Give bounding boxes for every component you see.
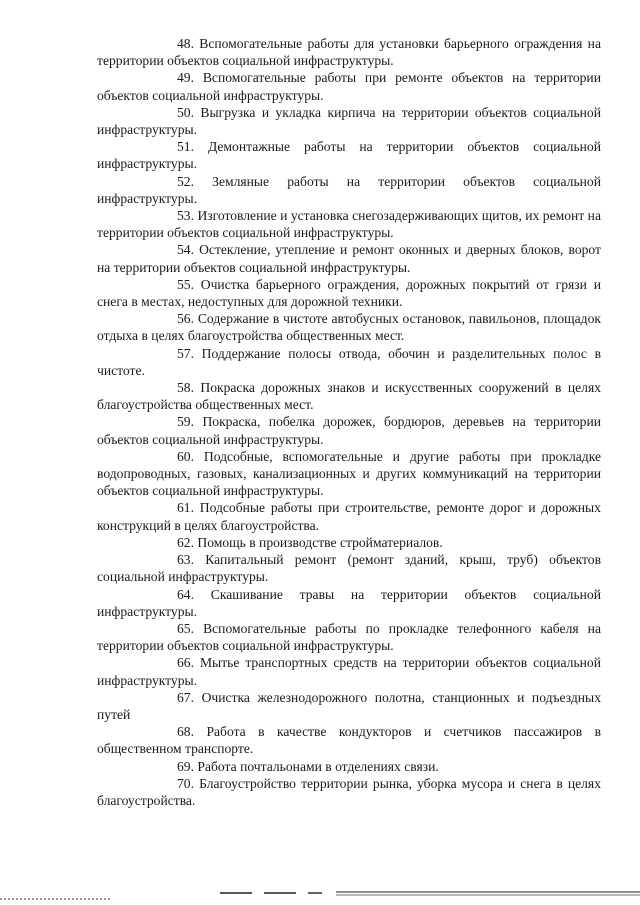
- list-item: [97, 276, 601, 310]
- list-item: [97, 379, 601, 413]
- item-text: Очистка барьерного ограждения, дорожных покрытий от грязи и снега в местах, недоступных для дорожной техники.: [97, 276, 601, 310]
- item-number: 68.: [177, 724, 194, 740]
- item-number: 67.: [177, 689, 194, 705]
- item-text: Земляные работы на территории объектов социальной инфраструктуры.: [97, 173, 601, 206]
- list-item: [97, 104, 601, 138]
- item-number: 52.: [177, 173, 194, 189]
- item-text: Мытье транспортных средств на территории объектов социальной инфраструктуры.: [97, 655, 601, 688]
- item-text: Остекление, утепление и ремонт оконных и дверных блоков, ворот на территории объектов социальной инфраструктуры.: [97, 242, 601, 275]
- item-text: Подсобные, вспомогательные и другие работы при прокладке водопроводных, газовых, канализационных и других коммуникаций на территории объектов социальной инфраструктуры.: [97, 448, 602, 499]
- item-text: Вспомогательные работы при ремонте объектов на территории объектов социальной инфраструктуры.: [97, 70, 601, 103]
- item-number: 50.: [177, 104, 194, 120]
- item-text: Работа почтальонами в отделениях связи.: [197, 758, 439, 774]
- list-item: [97, 413, 601, 447]
- item-number: 62.: [177, 534, 194, 550]
- item-text: Демонтажные работы на территории объектов социальной инфраструктуры.: [97, 139, 601, 172]
- item-number: 51.: [177, 139, 194, 155]
- item-text: Подсобные работы при строительстве, ремонте дорог и дорожных конструкций в целях благоустройства.: [97, 500, 601, 533]
- document-body: [97, 35, 601, 809]
- item-text: Благоустройство территории рынка, уборка мусора и снега в целях благоустройства.: [97, 775, 601, 808]
- list-item: [97, 345, 601, 379]
- item-text: Капитальный ремонт (ремонт зданий, крыш, труб) объектов социальной инфраструктуры.: [97, 552, 601, 585]
- list-item: [97, 173, 601, 207]
- list-item: [97, 448, 601, 500]
- item-number: 66.: [177, 655, 194, 671]
- item-number: 70.: [177, 775, 194, 791]
- item-number: 60.: [177, 448, 194, 464]
- item-number: 56.: [177, 311, 194, 327]
- item-text: Помощь в производстве стройматериалов.: [197, 534, 443, 550]
- item-text: Изготовление и установка снегозадерживающих щитов, их ремонт на территории объектов социальной инфраструктуры.: [97, 208, 601, 241]
- item-text: Вспомогательные работы по прокладке телефонного кабеля на территории объектов социальной инфраструктуры.: [97, 620, 601, 654]
- item-text: Работа в качестве кондукторов и счетчиков пассажиров в общественном транспорте.: [97, 724, 602, 757]
- list-item: [97, 69, 601, 103]
- list-item: [97, 689, 601, 723]
- list-item: [97, 758, 601, 775]
- list-item: [97, 138, 601, 172]
- item-text: Выгрузка и укладка кирпича на территории объектов социальной инфраструктуры.: [97, 104, 601, 138]
- item-number: 61.: [177, 500, 194, 516]
- item-text: Покраска дорожных знаков и искусственных сооружений в целях благоустройства общественных мест.: [97, 380, 601, 413]
- item-number: 64.: [177, 586, 194, 602]
- list-item: [97, 499, 601, 533]
- item-text: Покраска, побелка дорожек, бордюров, деревьев на территории объектов социальной инфраструктуры.: [97, 414, 601, 447]
- list-item: [97, 586, 601, 620]
- scan-footer-marks: [0, 881, 640, 901]
- item-text: Скашивание травы на территории объектов социальной инфраструктуры.: [97, 586, 601, 619]
- list-item: [97, 207, 601, 241]
- item-text: Содержание в чистоте автобусных остановок, павильонов, площадок отдыха в целях благоустройства общественных мест.: [97, 311, 601, 344]
- item-number: 54.: [177, 242, 194, 258]
- item-number: 69.: [177, 758, 194, 774]
- item-number: 57.: [177, 345, 194, 361]
- item-text: Вспомогательные работы для установки барьерного ограждения на территории объектов социальной инфраструктуры.: [97, 36, 601, 69]
- item-number: 48.: [177, 36, 194, 51]
- list-item: [97, 654, 601, 688]
- list-item: [97, 534, 601, 551]
- list-item: [97, 775, 601, 809]
- list-item: [97, 551, 601, 585]
- item-number: 49.: [177, 70, 194, 86]
- list-item: [97, 310, 601, 344]
- item-number: 58.: [177, 380, 194, 396]
- item-number: 55.: [177, 276, 194, 292]
- list-item: [97, 241, 601, 275]
- item-number: 53.: [177, 208, 194, 224]
- item-number: 59.: [177, 414, 194, 430]
- item-number: 65.: [177, 620, 194, 636]
- item-text: Очистка железнодорожного полотна, станционных и подъездных путей: [97, 689, 601, 722]
- list-item: [97, 620, 601, 654]
- list-item: [97, 723, 601, 757]
- item-text: Поддержание полосы отвода, обочин и разделительных полос в чистоте.: [97, 345, 601, 378]
- item-number: 63.: [177, 552, 194, 568]
- list-item: [97, 35, 601, 69]
